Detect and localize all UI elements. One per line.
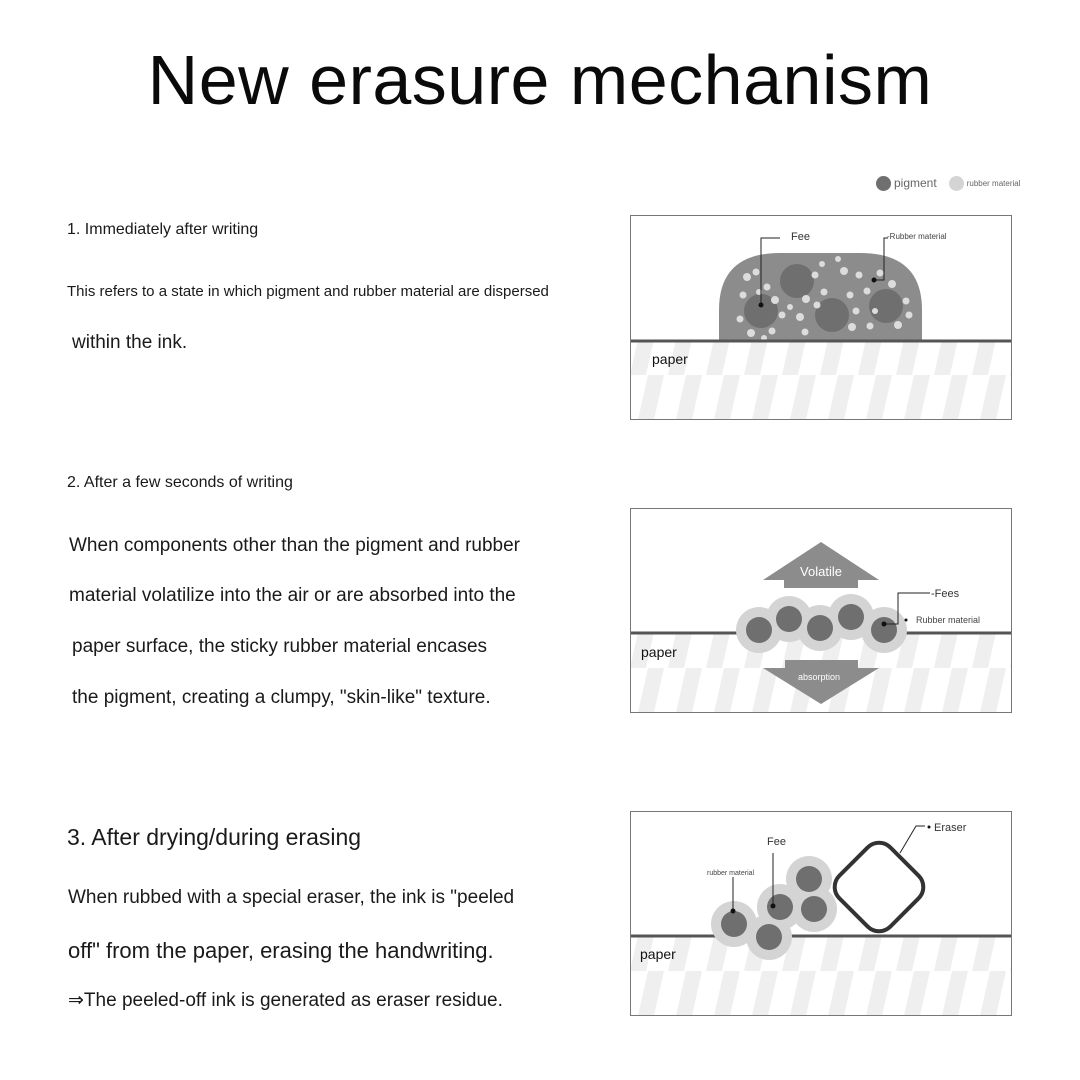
diagram-1: [630, 215, 1012, 420]
pigment-particle: [807, 615, 833, 641]
step2-line-4: the pigment, creating a clumpy, "skin-like" texture.: [72, 687, 491, 708]
step1-line-2: within the ink.: [72, 332, 188, 353]
step3-line-3: ⇒The peeled-off ink is generated as eraser residue.: [68, 990, 503, 1011]
pigment-particle: [871, 617, 897, 643]
legend-pigment-label: pigment: [894, 176, 937, 190]
pigment-particle: [776, 606, 802, 632]
pigment-particle: [746, 617, 772, 643]
pigment-swatch: [876, 176, 891, 191]
step1-line-1: This refers to a state in which pigment and rubber material are dispersed: [67, 283, 549, 300]
fees-label: -Fees: [931, 588, 960, 600]
pigment-particle: [721, 911, 747, 937]
step3-line-2: off" from the paper, erasing the handwriting.: [68, 938, 494, 963]
pigment-particle: [838, 604, 864, 630]
rubber-material-label: Rubber material: [916, 615, 981, 625]
diagram-3: [630, 811, 1012, 1016]
rubber-material-label: rubber material: [707, 870, 755, 877]
step2-line-1: When components other than the pigment and rubber: [69, 535, 521, 556]
paper-label: paper: [652, 351, 688, 367]
rubber-material-label: -Rubber material: [887, 232, 947, 241]
volatile-label: Volatile: [800, 564, 842, 579]
step3-line-1: When rubbed with a special eraser, the ink is "peeled: [68, 887, 515, 908]
step2-heading: 2. After a few seconds of writing: [67, 474, 293, 491]
legend: [876, 173, 1046, 193]
pigment-particle: [796, 866, 822, 892]
pigment-particle: [801, 896, 827, 922]
paper-label: paper: [641, 644, 677, 660]
pigment-particle: [815, 298, 849, 332]
page-title: New erasure mechanism: [147, 41, 933, 119]
step1-heading: 1. Immediately after writing: [67, 221, 259, 238]
eraser-label: Eraser: [934, 822, 967, 834]
pigment-particle: [756, 924, 782, 950]
legend-rubber-label: rubber material: [966, 178, 1021, 188]
fee-label: Fee: [791, 231, 810, 243]
pigment-particle: [869, 289, 903, 323]
step3-heading: 3. After drying/during erasing: [67, 824, 362, 850]
rubber-swatch: [949, 176, 964, 191]
fee-label: Fee: [767, 836, 786, 848]
step2-line-3: paper surface, the sticky rubber material encases: [72, 636, 488, 657]
absorption-label: absorption: [797, 672, 841, 682]
diagram-2: [630, 508, 1012, 713]
pigment-particle: [780, 264, 814, 298]
paper-label: paper: [640, 946, 676, 962]
step2-line-2: material volatilize into the air or are absorbed into the: [69, 585, 516, 606]
